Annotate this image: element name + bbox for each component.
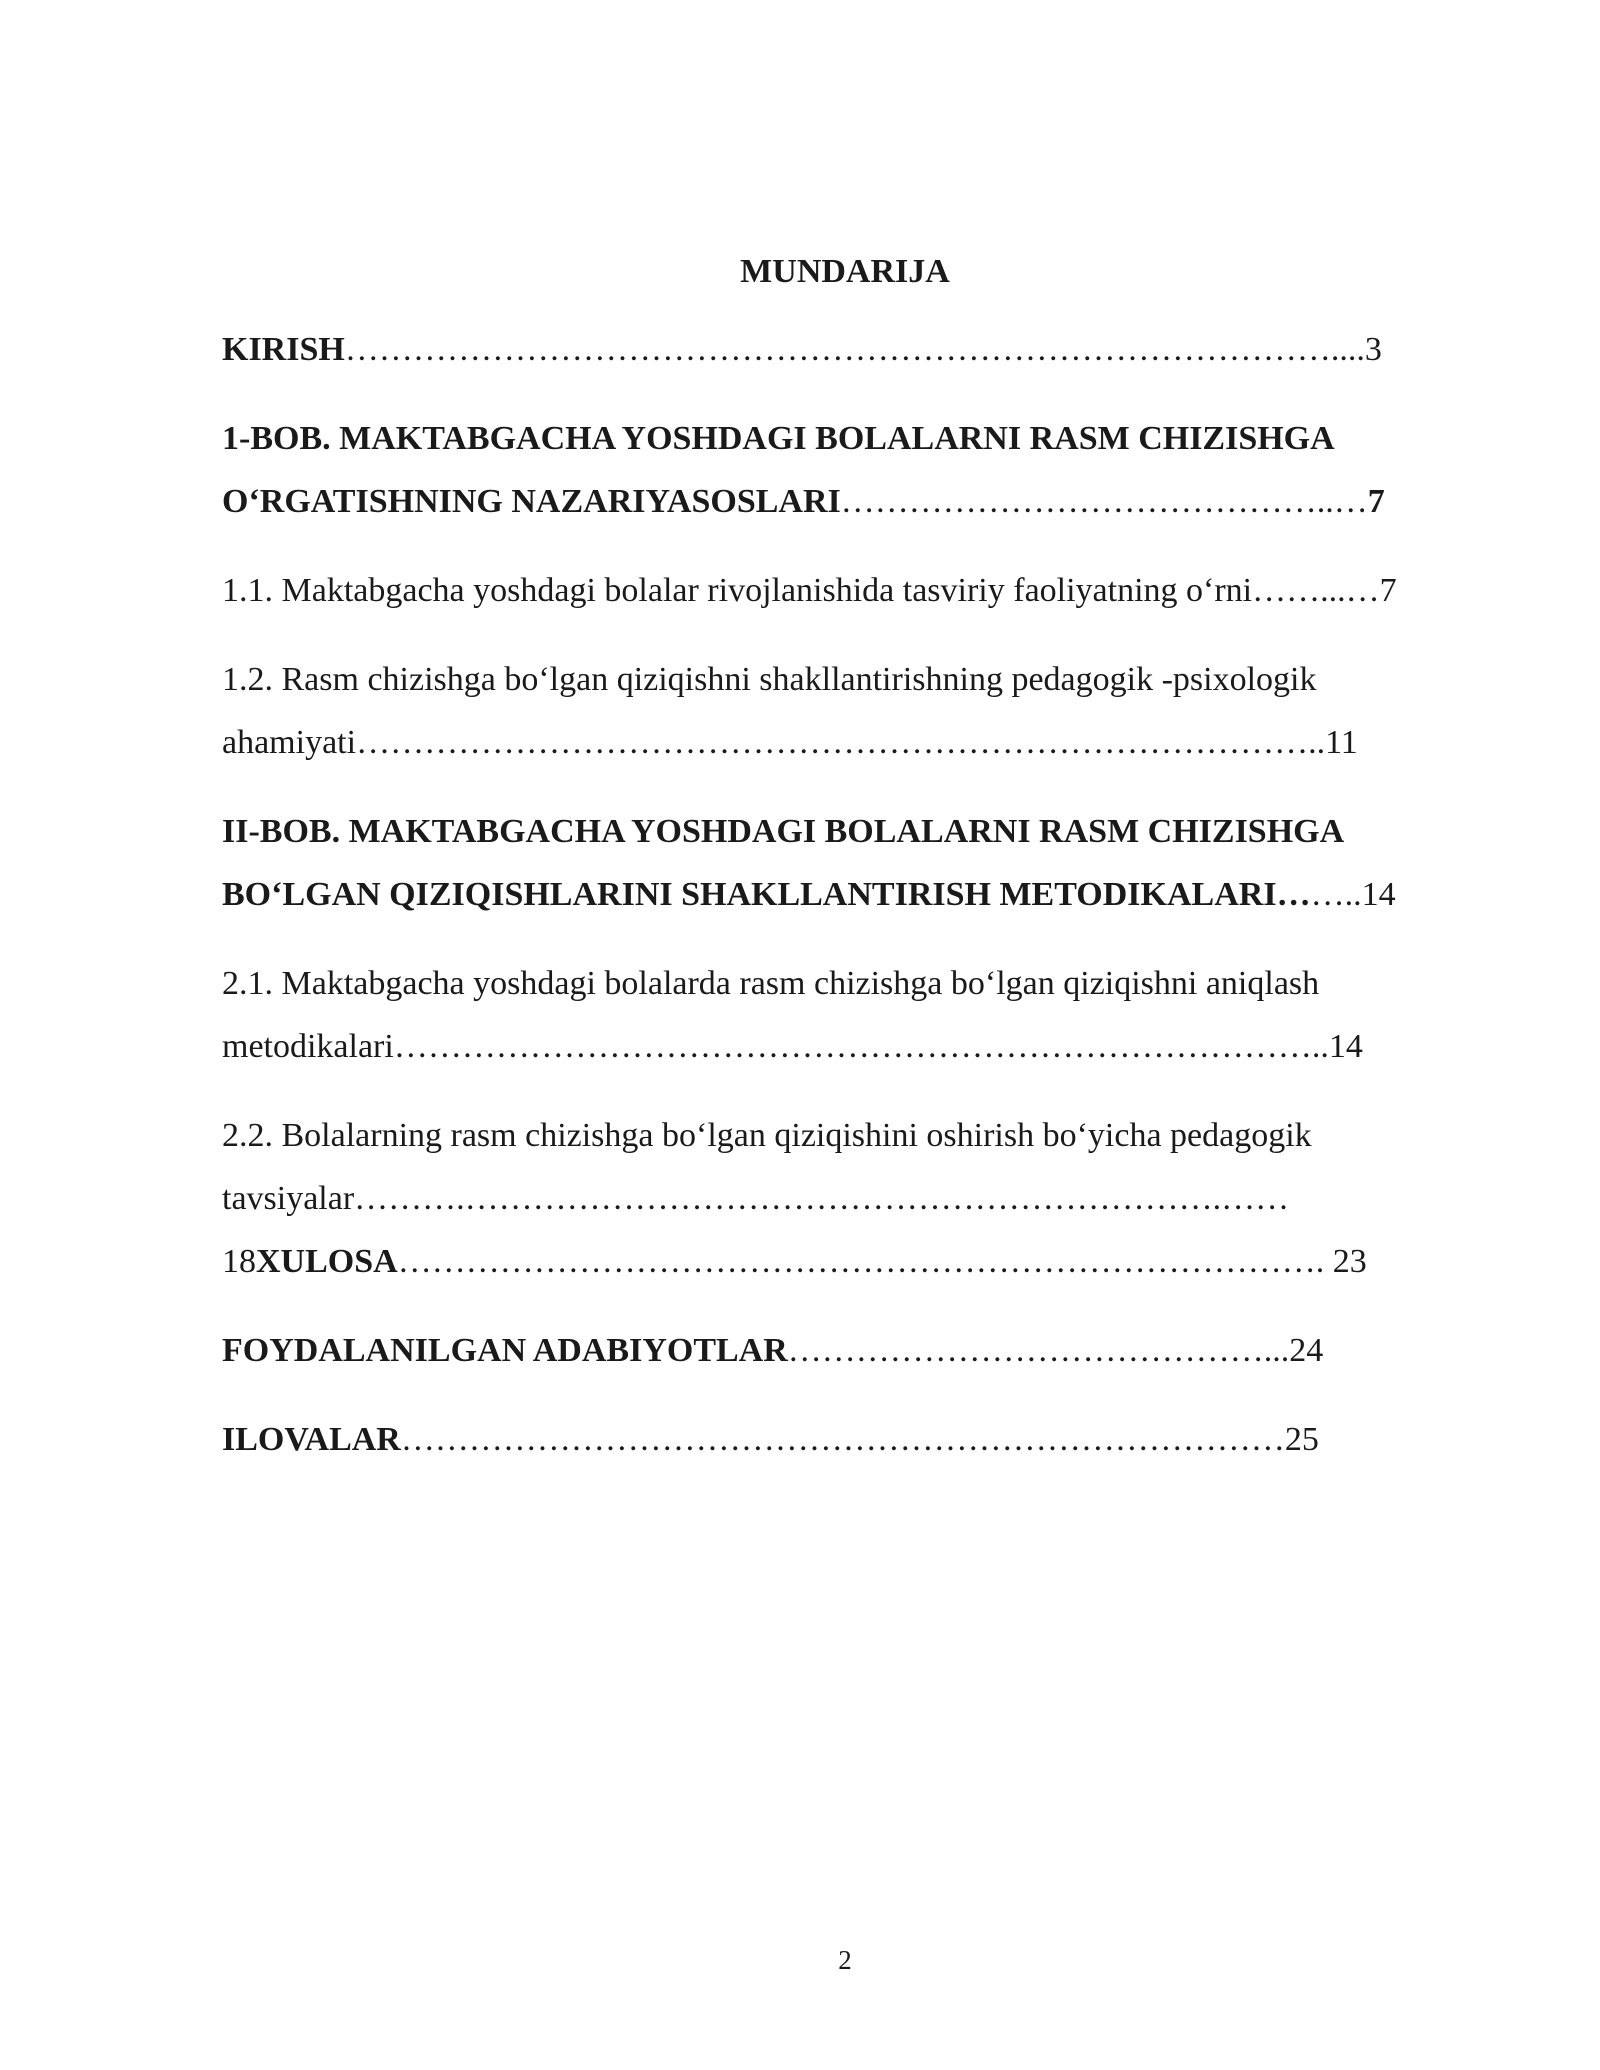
toc-entry-2-2-and-xulosa[interactable] — [222, 1104, 1486, 1293]
toc-entry-label: 2.2. Bolalarning rasm chizishga bo‘lgan qiziqishini oshirish bo‘yicha pedagogik tavsiyalar — [222, 1117, 1312, 1217]
toc-entry-label: FOYDALANILGAN ADABIYOTLAR — [222, 1332, 788, 1369]
toc-leader-dots: ………………………………………………………………………. — [397, 1243, 1325, 1280]
toc-entry-bob1[interactable] — [222, 407, 1486, 533]
toc-entry-kirish[interactable] — [222, 318, 1486, 381]
toc-leader-dots: ……………………………………..… — [840, 483, 1368, 520]
toc-page-number: 7 — [1367, 483, 1385, 520]
toc-entry-adabiyotlar[interactable] — [222, 1319, 1486, 1382]
toc-leader-dots: ……………………………………………………………………….. — [393, 1028, 1329, 1065]
page-number: 2 — [838, 1945, 852, 1975]
toc-leader-dots: ………………………………………………………………………….. — [356, 724, 1326, 761]
toc-leader-dots: …………………………………………………………………………….... — [344, 331, 1365, 368]
toc-page-number: 18 — [222, 1243, 256, 1280]
toc-page-number: 11 — [1325, 724, 1358, 761]
toc-entry-label: 1.2. Rasm chizishga bo‘lgan qiziqishni shakllantirishning pedagogik -psixologik ahamiyati — [222, 661, 1317, 761]
toc-entry-1-2[interactable] — [222, 648, 1486, 774]
toc-page-number: 14 — [1361, 876, 1396, 913]
toc-leader-dots: ……….………………………………………………………….…… — [354, 1180, 1290, 1217]
toc-entry-label: 1-BOB. MAKTABGACHA YOSHDAGI BOLALARNI RASM CHIZISHGA O‘RGATISHNING NAZARIYASOSLARI — [222, 420, 1333, 520]
toc-entry-label: 1.1. Maktabgacha yoshdagi bolalar rivojlanishida tasviriy faoliyatning o‘rni — [222, 572, 1253, 609]
toc-entry-label-xulosa: XULOSA — [256, 1243, 398, 1280]
toc-entry-ilovalar[interactable] — [222, 1408, 1486, 1471]
toc-page-number: 23 — [1332, 1243, 1367, 1280]
toc-leader-dots-bold: … — [1276, 876, 1311, 913]
toc-entry-2-1[interactable] — [222, 952, 1486, 1078]
toc-page-number: 3 — [1364, 331, 1382, 368]
toc-page-number: 25 — [1284, 1421, 1319, 1458]
toc-entry-bob2[interactable] — [222, 800, 1486, 926]
table-of-contents — [222, 318, 1486, 1497]
toc-page-number: 7 — [1379, 572, 1397, 609]
toc-title: MUNDARIJA — [740, 253, 950, 290]
toc-page-number: 14 — [1328, 1028, 1363, 1065]
toc-entry-label: II-BOB. MAKTABGACHA YOSHDAGI BOLALARNI RASM CHIZISHGA BO‘LGAN QIZIQISHLARINI SHAKLLANTIRISH METODIKALARI — [222, 813, 1343, 913]
toc-entry-label: 2.1. Maktabgacha yoshdagi bolalarda rasm chizishga bo‘lgan qiziqishni aniqlash metodikalari — [222, 965, 1320, 1065]
toc-leader-dots: …………………………………………………………………… — [400, 1421, 1285, 1458]
toc-entry-label: ILOVALAR — [222, 1421, 401, 1458]
toc-entry-label: KIRISH — [222, 331, 345, 368]
toc-entry-1-1[interactable] — [222, 559, 1486, 622]
toc-leader-dots: ……...… — [1252, 572, 1380, 609]
toc-leader-dots: ……………………………………... — [787, 1332, 1290, 1369]
toc-leader-dots: ….. — [1310, 876, 1362, 913]
toc-page-number: 24 — [1289, 1332, 1324, 1369]
